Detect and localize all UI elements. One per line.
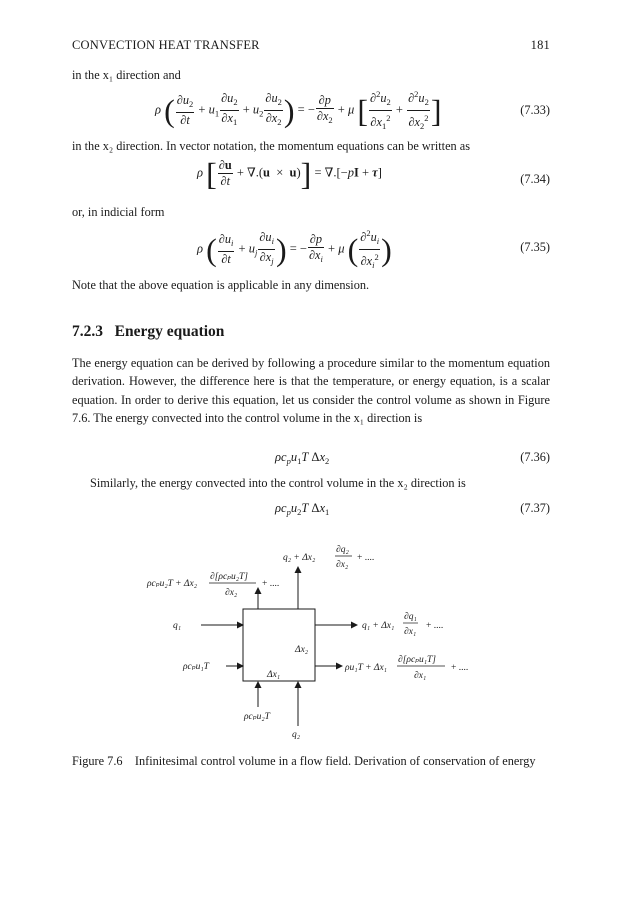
caption-label: Figure 7.6: [72, 754, 123, 768]
equation-7-37: $\rho c_pu_2T$ $\Delta x_1$: [275, 501, 330, 517]
label-top-flux: q₂ + Δx₂: [283, 553, 316, 563]
label-top-conv-num: ∂[ρcₚu₂T]: [210, 572, 248, 582]
text-x1-direction: in the x₁ direction and: [72, 68, 181, 82]
label-top-flux-more: + ....: [357, 553, 375, 563]
equation-number-7-36: (7.36): [520, 450, 550, 464]
page-number: 181: [530, 38, 550, 52]
text-similarly: Similarly, the energy convected into the control volume in the x₂ direction is: [90, 476, 466, 490]
label-dx1: Δx₁: [267, 670, 281, 680]
label-left-conv: ρcₚu₁T: [183, 662, 209, 672]
label-right-flux-den: ∂x₁: [404, 627, 417, 637]
running-title: CONVECTION HEAT TRANSFER: [72, 38, 260, 52]
figure-caption: [72, 752, 550, 770]
label-top-conv-more: + ....: [262, 579, 280, 589]
label-right-conv-den: ∂x₁: [414, 671, 427, 681]
equation-7-36: $\rho c_pu_1T$ $\Delta x_2$: [275, 450, 330, 466]
label-right-flux: q₁ + Δx₁: [362, 621, 395, 631]
label-bottom-flux: q₂: [292, 730, 301, 740]
control-volume-figure: [0, 530, 619, 745]
label-top-flux-den: ∂x₂: [336, 560, 349, 570]
section-heading: [72, 323, 224, 341]
section-title: Energy equation: [114, 323, 225, 340]
equation-number-7-33: (7.33): [520, 103, 550, 117]
label-right-conv-num: ∂[ρcₚu₁T]: [398, 655, 436, 665]
label-right-conv-more: + ....: [451, 663, 469, 673]
equation-7-33: ρ ( $\frac{\partial u_2}{\partial t}$ + $u_1$ $\frac{\partial u_2}{\partial x_1}$ + $u_2$ $\frac{\partial u_2}{\partial x_2}$ ) = − $\frac{\partial p}{\partial x_2}$ + μ [ $\frac{\partial^2u_2}{\partial x_1^2}$ + $\frac{\partial^2u_2}{\partial x_2^2}$ ]: [155, 89, 442, 131]
label-right-conv: ρu₁T + Δx₁: [345, 663, 387, 673]
label-right-flux-num: ∂q₁: [404, 612, 417, 622]
energy-paragraph: The energy equation can be derived by following a procedure similar to the momentum equation derivation. However, the difference here is that the temperature, or energy equation, is a scalar equation. In order to derive this equation, let us consider the control volume as shown in Figure 7.6. The energy convected into the control volume in the x₁ direction is: [72, 356, 550, 425]
equation-number-7-34: (7.34): [520, 172, 550, 186]
label-top-flux-num: ∂q₂: [336, 545, 349, 555]
text-note-dimension: Note that the above equation is applicable in any dimension.: [72, 278, 370, 292]
caption-text: Infinitesimal control volume in a flow field. Derivation of conservation of energy: [134, 754, 536, 768]
text-vector-notation: in the x₂ direction. In vector notation, the momentum equations can be written as: [72, 139, 471, 153]
equation-7-35: ρ ( $\frac{\partial u_i}{\partial t}$ + $u_j$ $\frac{\partial u_i}{\partial x_j}$ ) = − $\frac{\partial p}{\partial x_i}$ + μ ( $\frac{\partial^2u_i}{\partial x_i^2}$ ): [197, 228, 392, 270]
equation-number-7-35: (7.35): [520, 240, 550, 254]
label-top-conv: ρcₚu₂T + Δx₂: [147, 579, 197, 589]
label-right-flux-more: + ....: [426, 621, 444, 631]
equation-7-34: ρ [ $\frac{\partial u}{\partial t}$ + ∇.(u × u)] = ∇.[−pI + τ]: [197, 155, 382, 192]
text-indicial: or, in indicial form: [72, 205, 165, 219]
label-top-conv-den: ∂x₂: [225, 588, 238, 598]
label-left-flux: q₁: [173, 621, 182, 631]
label-bottom-conv: ρcₚu₂T: [244, 712, 270, 722]
label-dx2: Δx₂: [295, 645, 309, 655]
section-number: 7.2.3: [72, 323, 103, 340]
equation-number-7-37: (7.37): [520, 501, 550, 515]
